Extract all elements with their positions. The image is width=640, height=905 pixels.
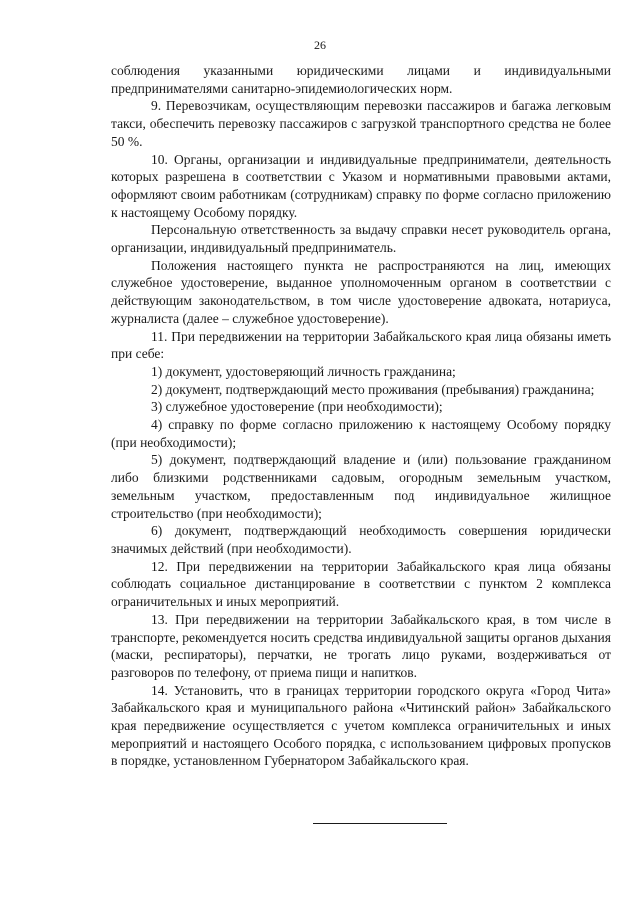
list-item-5: 5) документ, подтверждающий владение и (или) пользование гражданином либо близкими родственниками садовым, огородным земельным участком, земельным участком, предоставленным под индивидуальное жилищное строительство (при необходимости);	[111, 452, 611, 521]
list-item-1: 1) документ, удостоверяющий личность гражданина;	[151, 363, 456, 379]
paragraph-item-11: 11. При передвижении на территории Забайкальского края лица обязаны иметь при себе:	[111, 328, 611, 362]
end-of-section-rule	[313, 823, 447, 824]
paragraph-item-13: 13. При передвижении на территории Забайкальского края, в том числе в транспорте, рекомендуется носить средства индивидуальной защиты органов дыхания (маски, респираторы), перчатки, не трогать лицо руками, воздерживаться от разговоров по телефону, от приема пищи и напитков.	[111, 611, 611, 680]
paragraph-item-10: 10. Органы, организации и индивидуальные предприниматели, деятельность которых разрешена в соответствии с Указом и нормативными правовыми актами, оформляют своим работникам (сотрудникам) справку по форме согласно приложению к настоящему Особому порядку.	[111, 151, 611, 220]
document-body	[111, 62, 611, 770]
paragraph-item-9: 9. Перевозчикам, осуществляющим перевозки пассажиров и багажа легковым такси, обеспечить перевозку пассажиров с загрузкой транспортного средства не более 50 %.	[111, 98, 611, 149]
list-item-6: 6) документ, подтверждающий необходимость совершения юридически значимых действий (при необходимости).	[111, 523, 611, 556]
paragraph-item-12: 12. При передвижении на территории Забайкальского края лица обязаны соблюдать социальное дистанцирование в соответствии с пунктом 2 комплекса ограничительных и иных мероприятий.	[111, 558, 611, 610]
list-item-3: 3) служебное удостоверение (при необходимости);	[151, 399, 443, 415]
page-number: 26	[314, 38, 326, 52]
list-item-4: 4) справку по форме согласно приложению к настоящему Особому порядку (при необходимости);	[111, 417, 611, 450]
paragraph-item-14: 14. Установить, что в границах территории городского округа «Город Чита» Забайкальского края и муниципального района «Читинский район» Забайкальского края передвижение осуществляется с учетом комплекса ограничительных и иных мероприятий и настоящего Особого порядка, с использованием цифровых пропусков в порядке, установленном Губернатором Забайкальского края.	[111, 682, 611, 769]
paragraph-responsibility: Персональную ответственность за выдачу справки несет руководитель органа, организации, индивидуальный предприниматель.	[111, 222, 611, 256]
paragraph-continuation: соблюдения указанными юридическими лицами и индивидуальными предпринимателями санитарно-эпидемиологических норм.	[111, 63, 611, 96]
list-item-2: 2) документ, подтверждающий место проживания (пребывания) гражданина;	[151, 381, 595, 397]
paragraph-exemption: Положения настоящего пункта не распространяются на лиц, имеющих служебное удостоверение, выданное уполномоченным органом в соответствии с действующим законодательством, в том числе удостоверение адвоката, нотариуса, журналиста (далее – служебное удостоверение).	[111, 257, 611, 326]
